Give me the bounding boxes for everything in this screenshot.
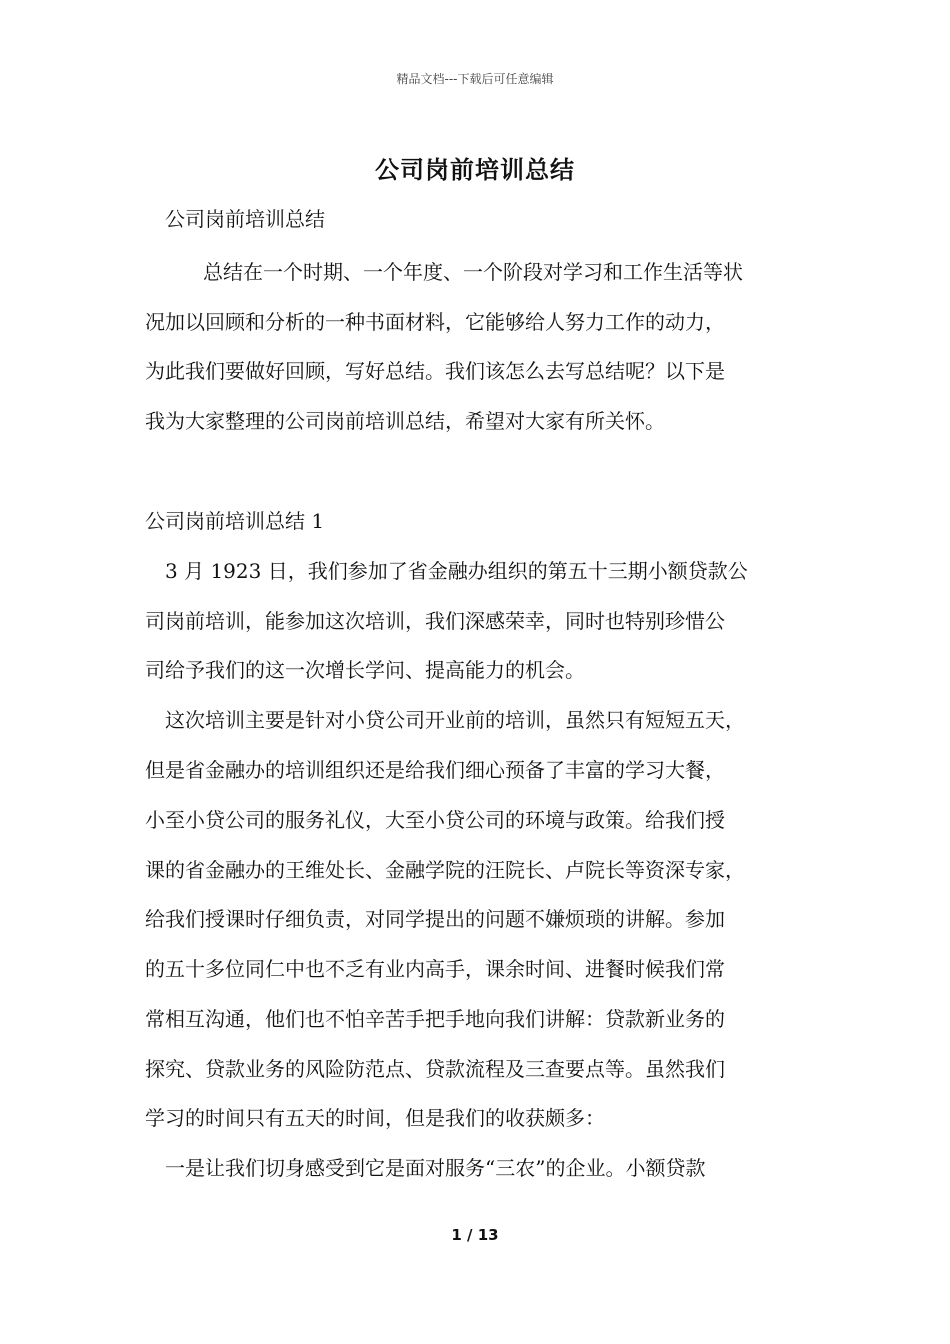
subtitle-line: 公司岗前培训总结 (165, 207, 325, 231)
page-number: 1 / 13 (451, 1226, 499, 1244)
document-title: 公司岗前培训总结 (375, 155, 575, 184)
paragraph-line: 的五十多位同仁中也不乏有业内高手，课余时间、进餐时候我们常 (145, 957, 725, 981)
paragraph-line: 常相互沟通，他们也不怕辛苦手把手地向我们讲解：贷款新业务的 (145, 1007, 725, 1031)
paragraph-line: 总结在一个时期、一个年度、一个阶段对学习和工作生活等状 (203, 260, 743, 284)
paragraph-line: 为此我们要做好回顾，写好总结。我们该怎么去写总结呢？以下是 (145, 359, 725, 383)
paragraph-line: 司岗前培训，能参加这次培训，我们深感荣幸，同时也特别珍惜公 (145, 609, 725, 633)
paragraph-line: 这次培训主要是针对小贷公司开业前的培训，虽然只有短短五天， (165, 708, 745, 732)
paragraph-line: 我为大家整理的公司岗前培训总结，希望对大家有所关怀。 (145, 409, 665, 433)
paragraph-line: 给我们授课时仔细负责，对同学提出的问题不嫌烦琐的讲解。参加 (145, 907, 725, 931)
paragraph-line: 但是省金融办的培训组织还是给我们细心预备了丰富的学习大餐， (145, 758, 725, 782)
paragraph-line: 探究、贷款业务的风险防范点、贷款流程及三查要点等。虽然我们 (145, 1057, 725, 1081)
paragraph-line: 司给予我们的这一次增长学问、提高能力的机会。 (145, 658, 585, 682)
header-note: 精品文档---下载后可任意编辑 (396, 72, 554, 86)
section-heading: 公司岗前培训总结 1 (145, 509, 325, 533)
paragraph-line: 学习的时间只有五天的时间，但是我们的收获颇多： (145, 1106, 605, 1130)
paragraph-line: 况加以回顾和分析的一种书面材料，它能够给人努力工作的动力， (145, 310, 725, 334)
paragraph-line: 小至小贷公司的服务礼仪，大至小贷公司的环境与政策。给我们授 (145, 808, 725, 832)
paragraph-line: 一是让我们切身感受到它是面对服务“三农”的企业。小额贷款 (165, 1156, 706, 1180)
paragraph-line: 3 月 1923 日，我们参加了省金融办组织的第五十三期小额贷款公 (165, 559, 748, 583)
paragraph-line: 课的省金融办的王维处长、金融学院的汪院长、卢院长等资深专家， (145, 858, 745, 882)
